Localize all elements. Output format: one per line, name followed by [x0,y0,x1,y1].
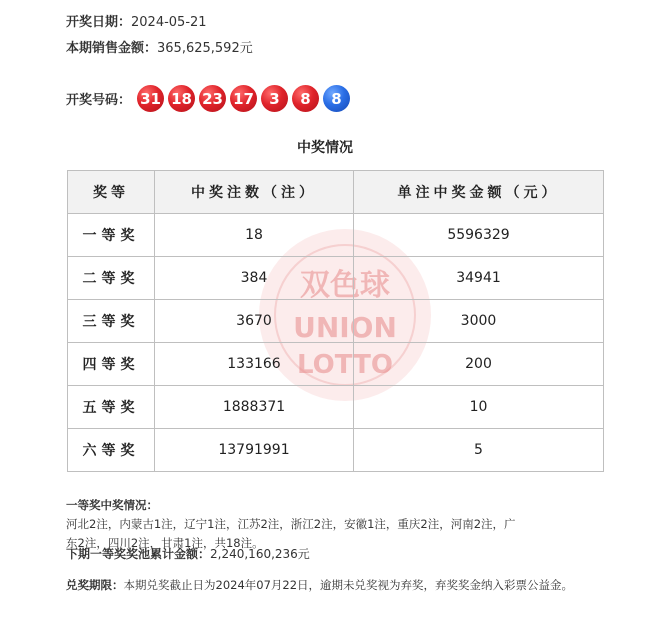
prize-amount: 5 [354,429,604,472]
pool-value: 2,240,160,236元 [210,547,310,561]
prize-level: 二等奖 [68,257,155,300]
draw-date [66,11,207,30]
table-row [68,257,604,300]
red-ball: 23 [199,85,226,112]
header-count: 中奖注数（注） [155,171,354,214]
watermark-text-cn: 双色球 [300,268,390,303]
first-prize-label: 一等奖中奖情况： [66,498,158,512]
blue-ball: 8 [323,85,350,112]
header-amount: 单注中奖金额（元） [354,171,604,214]
prize-amount: 5596329 [354,214,604,257]
winner-count: 133166 [155,343,354,386]
table-header-row [68,171,604,214]
deadline-text: 本期兑奖截止日为2024年07月22日，逾期未兑奖视为弃奖，弃奖奖金纳入彩票公益金。 [123,578,574,592]
pool-label: 下期一等奖奖池累计金额： [66,547,211,561]
prize-level: 一等奖 [68,214,155,257]
winning-numbers [66,85,354,112]
sales-label: 本期销售金额： [66,41,158,56]
winner-count: 384 [155,257,354,300]
prize-level: 六等奖 [68,429,155,472]
red-ball: 31 [137,85,164,112]
jackpot-pool [66,545,310,564]
winning-numbers-label: 开奖号码： [66,93,132,108]
prize-amount: 3000 [354,300,604,343]
prize-level: 三等奖 [68,300,155,343]
prize-table [67,170,604,472]
red-ball: 3 [261,85,288,112]
sales-value: 365,625,592元 [157,41,253,56]
table-row [68,300,604,343]
draw-date-label: 开奖日期： [66,15,132,30]
red-ball: 17 [230,85,257,112]
winner-count: 1888371 [155,386,354,429]
prize-level: 五等奖 [68,386,155,429]
red-ball: 8 [292,85,319,112]
claim-deadline [66,576,606,595]
winner-count: 3670 [155,300,354,343]
first-prize-text: 河北2注，内蒙古1注，辽宁1注，江苏2注，浙江2注，安徽1注，重庆2注，河南2注，广东2注，四川2注，甘肃1注，共18注。 [66,517,516,550]
table-row [68,386,604,429]
prize-amount: 200 [354,343,604,386]
watermark-text-lotto: LOTTO [297,350,393,380]
winner-count: 18 [155,214,354,257]
header-level: 奖等 [68,171,155,214]
winner-count: 13791991 [155,429,354,472]
prize-level: 四等奖 [68,343,155,386]
table-row [68,214,604,257]
sales-amount [66,37,253,56]
draw-date-value: 2024-05-21 [131,15,207,30]
prize-amount: 34941 [354,257,604,300]
table-row [68,429,604,472]
red-ball: 18 [168,85,195,112]
watermark-text-union: UNION [293,311,397,344]
section-title: 中奖情况 [297,140,353,156]
prize-amount: 10 [354,386,604,429]
deadline-label: 兑奖期限： [66,578,124,592]
table-row [68,343,604,386]
